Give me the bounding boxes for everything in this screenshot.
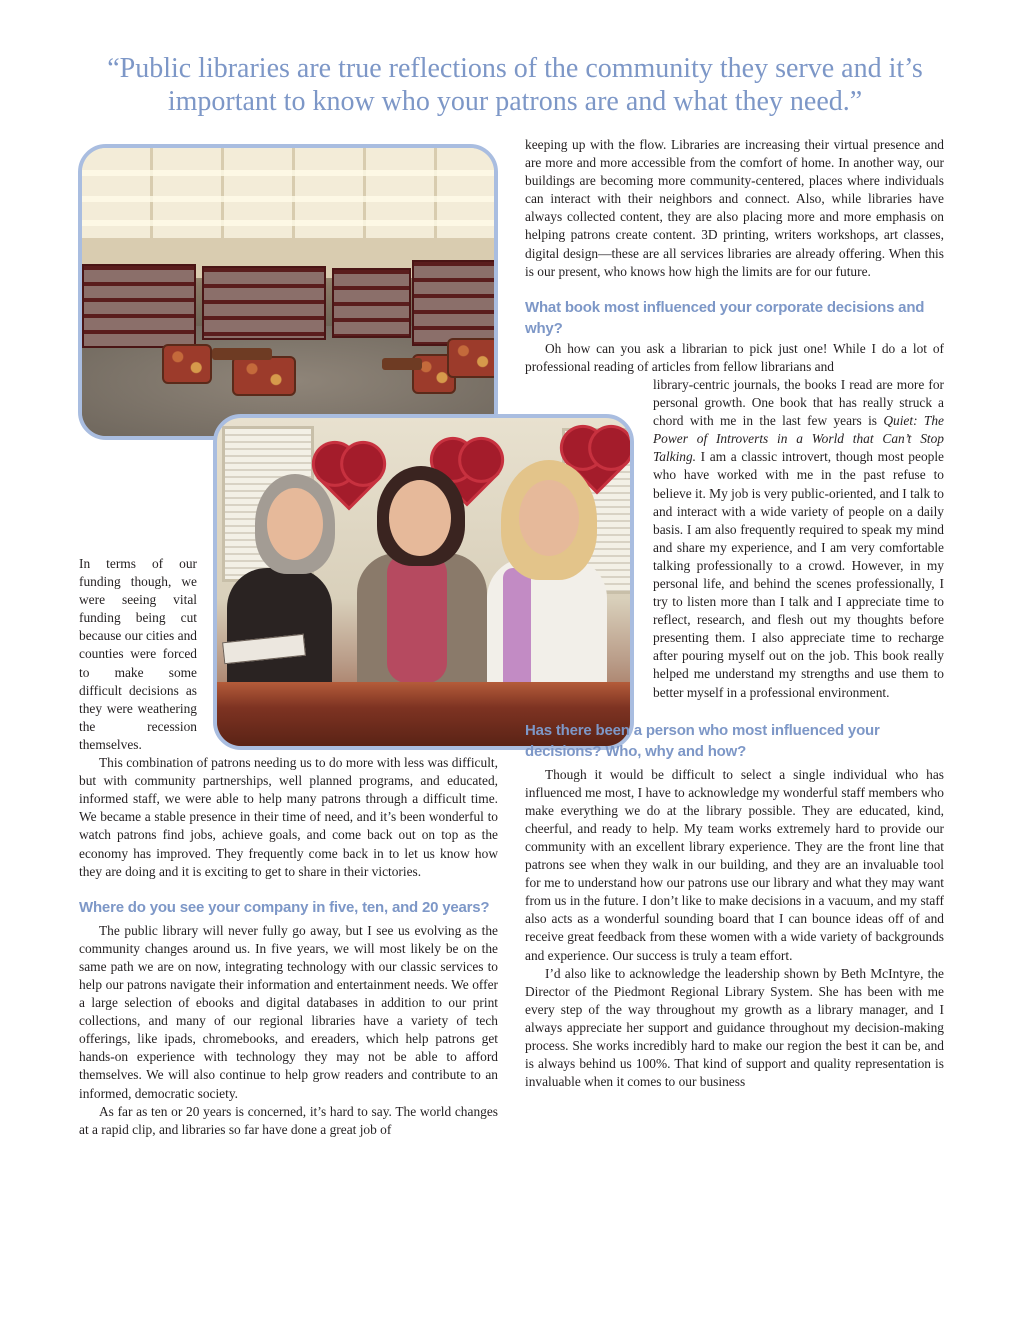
- question-heading-future: Where do you see your company in five, ten, and 20 years?: [79, 898, 490, 916]
- book-paragraph-intro: Oh how can you ask a librarian to pick just one! While I do a lot of professional reading of articles from fellow librarians and: [525, 340, 944, 374]
- ten-twenty-years-paragraph: As far as ten or 20 years is concerned, it’s hard to say. The world changes at a rapid clip, and libraries so far have done a great job of: [79, 1103, 498, 1137]
- pull-quote: “Public libraries are true reflections of the community they serve and it’s important to know who your patrons are and what they need.”: [107, 53, 923, 117]
- future-paragraph: The public library will never fully go away, but I see us evolving as the community changes around us. In five years, we will most likely be on the same path we are on now, integrating technology with our classic services to help our patrons navigate their information and entertainment needs. We offer a large selection of ebooks and digital databases in addition to our print collections, and many of our regional libraries have a variety of tech offerings, like ipads, chromebooks, and ereaders, which help patrons get hands-on experience with technology they may not be able to afford themselves. We will also continue to help grow readers and contribute to an informed, democratic society.: [79, 922, 498, 1101]
- partnerships-paragraph: This combination of patrons needing us to do more with less was difficult, but with community partnerships, well planned programs, and educated, informed staff, we were able to help many patrons through a difficult time. We became a stable presence in their time of need, and it’s been wonderful to watch patrons find jobs, achieve goals, and come back out on top as the economy has improved. They frequently come back in to let us know how they are doing and it is exciting to get to share in their victories.: [79, 755, 498, 879]
- book-paragraph-before: library-centric journals, the books I read are more for personal growth. One book that has really struck a chord with me in the last few years is: [653, 376, 944, 429]
- virtual-presence-paragraph: keeping up with the flow. Libraries are increasing their virtual presence and are more and more accessible from the comfort of home. In another way, our buildings are becoming more community-centered, places where individuals can interact with their neighbors and connect. Also, while libraries have always collected content, they are also placing more and more emphasis on helping patrons create content. 3D printing, writers workshops, art classes, digital design—these are all services libraries are already offering. When this is our present, who knows how high the limits are for our future.: [525, 137, 944, 279]
- left-column: [79, 555, 498, 1139]
- right-column: [525, 136, 944, 1091]
- book-title: Quiet: The Power of Introverts in a World that Can’t Stop Talking.: [653, 413, 944, 465]
- funding-paragraph: In terms of our funding though, we were seeing vital funding being cut because our cities and counties were forced to make some difficult decisions as they were weathering the recession themselves.: [79, 556, 197, 752]
- question-heading-person: Has there been a person who most influenced your decisions? Who, why and how?: [525, 721, 880, 760]
- book-paragraph-wrap: [653, 376, 944, 702]
- question-heading-book: What book most influenced your corporate decisions and why?: [525, 298, 925, 337]
- book-paragraph-after: I am a classic introvert, though most people who have worked with me in the past refuse to believe it. My job is very public-oriented, and I talk to and interact with a wide variety of people on a daily basis. I am also frequently required to speak my mind and share my experience, and I am very comfortable talking professionally to a crowd. However, in my personal life, and behind the scenes professionally, I try to listen more than I talk and I appreciate time to reflect, research, and flesh out my thoughts before presenting them. I also appreciate time to recharge after pouring myself out on the job. This book really helped me understand my strengths and use them to better myself in a professional environment.: [653, 449, 944, 700]
- library-interior-photo: [78, 144, 498, 440]
- leadership-paragraph: I’d also like to acknowledge the leadership shown by Beth McIntyre, the Director of the Piedmont Regional Library System. She has been with me every step of the way throughout my growth as a library manager, and I always appreciate her support and guidance throughout my decision-making process. She works incredibly hard to make our region the best it can be, and is always behind us 100%. That kind of support and quality representation is invaluable when it comes to our business: [525, 965, 944, 1090]
- staff-paragraph: Though it would be difficult to select a single individual who has influenced me most, I have to acknowledge my wonderful staff members who make everything we do at the library possible. They are educated, kind, cheerful, and ready to help. My team works extremely hard to provide our community with an excellent library experience. They are the front line that patrons see when they walk in our building, and they are an invaluable tool for me to understand how our patrons use our library and what they may want from us in the future. I don’t like to make decisions in a vacuum, and my staff also acts as a wonderful sounding board that I can bounce ideas off of and receive great feedback from these women with a wide variety of backgrounds and experience. Our success is truly a team effort.: [525, 766, 944, 963]
